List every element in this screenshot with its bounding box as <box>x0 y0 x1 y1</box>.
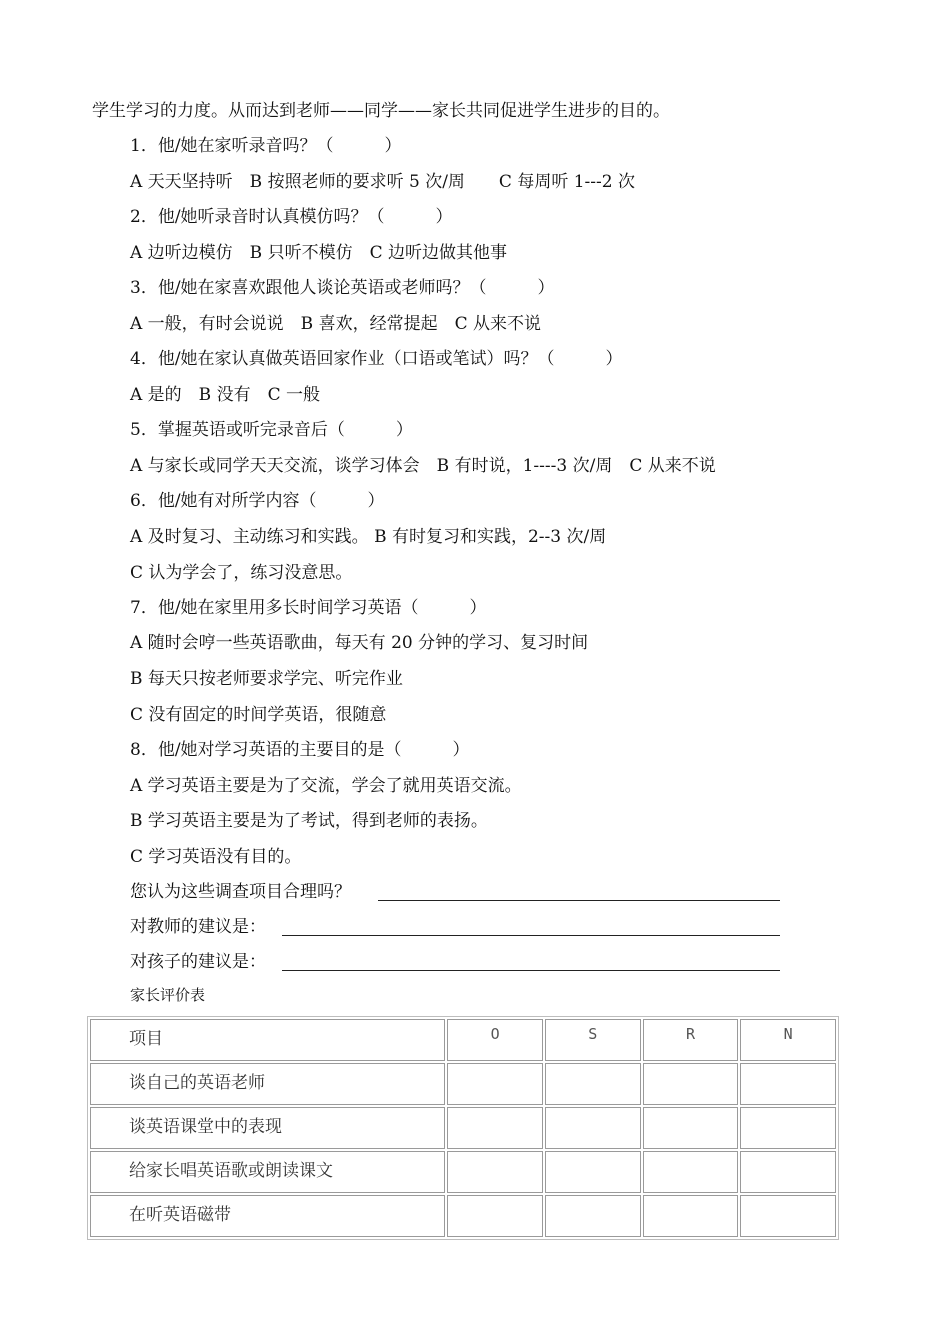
rating-cell[interactable] <box>740 1107 836 1149</box>
options-1: A 天天坚持听 B 按照老师的要求听 5 次/周 C 每周听 1---2 次 <box>130 172 636 192</box>
rating-cell[interactable] <box>447 1107 543 1149</box>
row-label: 谈自己的英语老师 <box>90 1063 445 1105</box>
rating-cell[interactable] <box>545 1107 641 1149</box>
header-item: 项目 <box>90 1019 445 1061</box>
table-header-row <box>90 1019 836 1061</box>
header-s: S <box>545 1019 641 1061</box>
row-label: 给家长唱英语歌或朗读课文 <box>90 1151 445 1193</box>
rating-cell[interactable] <box>740 1151 836 1193</box>
options-7-b: B 每天只按老师要求学完、听完作业 <box>130 669 403 689</box>
table-row <box>90 1195 836 1237</box>
feedback-child-line[interactable] <box>282 970 780 971</box>
rating-cell[interactable] <box>447 1063 543 1105</box>
header-o: O <box>447 1019 543 1061</box>
question-3: 3．他/她在家喜欢跟他人谈论英语或老师吗？（ ） <box>130 278 555 298</box>
feedback-reasonable-label: 您认为这些调查项目合理吗？ <box>130 882 351 902</box>
rating-cell[interactable] <box>740 1063 836 1105</box>
options-8-b: B 学习英语主要是为了考试，得到老师的表扬。 <box>130 811 488 831</box>
rating-cell[interactable] <box>545 1151 641 1193</box>
question-6: 6．他/她有对所学内容（ ） <box>130 491 385 511</box>
rating-cell[interactable] <box>740 1195 836 1237</box>
options-6-c: C 认为学会了，练习没意思。 <box>130 563 353 583</box>
options-8-a: A 学习英语主要是为了交流，学会了就用英语交流。 <box>130 776 522 796</box>
options-3: A 一般，有时会说说 B 喜欢，经常提起 C 从来不说 <box>130 314 541 334</box>
question-2: 2．他/她听录音时认真模仿吗？（ ） <box>130 207 453 227</box>
options-7-a: A 随时会哼一些英语歌曲，每天有 20 分钟的学习、复习时间 <box>130 633 589 653</box>
options-2: A 边听边模仿 B 只听不模仿 C 边听边做其他事 <box>130 243 507 263</box>
header-n: N <box>740 1019 836 1061</box>
feedback-teacher-label: 对教师的建议是： <box>130 917 266 937</box>
rating-cell[interactable] <box>545 1063 641 1105</box>
feedback-teacher-line[interactable] <box>282 935 780 936</box>
question-1: 1．他/她在家听录音吗？（ ） <box>130 136 402 156</box>
options-8-c: C 学习英语没有目的。 <box>130 847 302 867</box>
header-r: R <box>643 1019 739 1061</box>
question-7: 7．他/她在家里用多长时间学习英语（ ） <box>130 598 487 618</box>
parent-evaluation-table <box>87 1016 839 1240</box>
question-5: 5．掌握英语或听完录音后（ ） <box>130 420 413 440</box>
question-8: 8．他/她对学习英语的主要目的是（ ） <box>130 740 470 760</box>
rating-cell[interactable] <box>545 1195 641 1237</box>
row-label: 谈英语课堂中的表现 <box>90 1107 445 1149</box>
rating-cell[interactable] <box>447 1151 543 1193</box>
feedback-child-label: 对孩子的建议是： <box>130 952 266 972</box>
rating-cell[interactable] <box>643 1107 739 1149</box>
rating-cell[interactable] <box>643 1195 739 1237</box>
rating-cell[interactable] <box>643 1151 739 1193</box>
rating-cell[interactable] <box>447 1195 543 1237</box>
options-5: A 与家长或同学天天交流，谈学习体会 B 有时说，1----3 次/周 C 从来不说 <box>130 456 716 476</box>
table-row <box>90 1151 836 1193</box>
rating-cell[interactable] <box>643 1063 739 1105</box>
feedback-reasonable-line[interactable] <box>378 900 780 901</box>
options-6-ab: A 及时复习、主动练习和实践。 B 有时复习和实践，2--3 次/周 <box>130 527 607 547</box>
table-row <box>90 1063 836 1105</box>
intro-line: 学生学习的力度。从而达到老师——同学——家长共同促进学生进步的目的。 <box>92 101 670 121</box>
options-4: A 是的 B 没有 C 一般 <box>130 385 320 405</box>
row-label: 在听英语磁带 <box>90 1195 445 1237</box>
table-row <box>90 1107 836 1149</box>
options-7-c: C 没有固定的时间学英语，很随意 <box>130 705 387 725</box>
question-4: 4．他/她在家认真做英语回家作业（口语或笔试）吗？（ ） <box>130 349 623 369</box>
table-caption: 家长评价表 <box>130 986 206 1004</box>
